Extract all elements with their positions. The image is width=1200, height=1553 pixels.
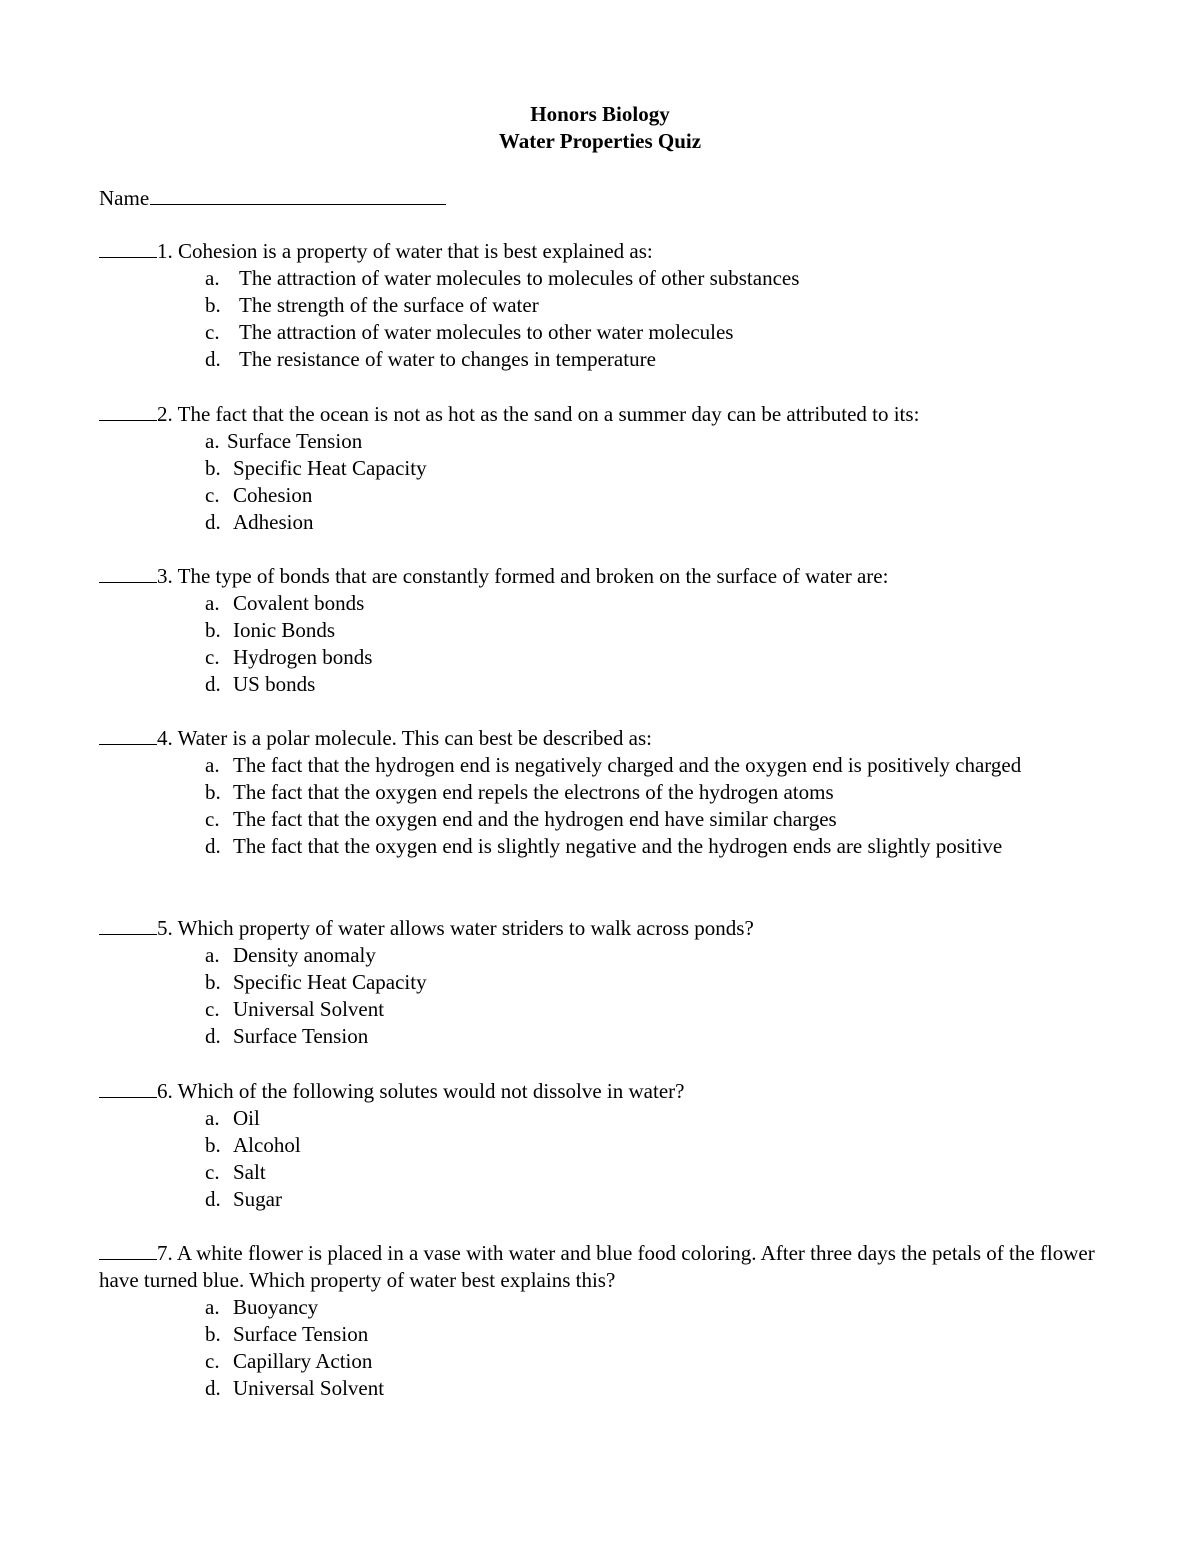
option-letter: a. (205, 943, 220, 967)
option-text: Buoyancy (233, 1295, 319, 1319)
option-list (99, 752, 1109, 860)
question-number: 4. (157, 726, 173, 750)
option-list (99, 265, 1109, 373)
option-letter: d. (205, 510, 221, 534)
option-letter: b. (205, 293, 221, 317)
option-a (99, 752, 1100, 779)
option-a (99, 1105, 1109, 1132)
option-text: Hydrogen bonds (233, 645, 373, 669)
option-letter: d. (205, 1187, 221, 1211)
option-text: The fact that the oxygen end is slightly negative and the hydrogen ends are slightly positive (233, 834, 1003, 858)
option-letter: a. (205, 266, 220, 290)
option-letter: c. (205, 807, 220, 831)
option-text: Adhesion (233, 510, 314, 534)
option-text: Capillary Action (233, 1349, 373, 1373)
option-b (99, 779, 1109, 806)
question-number: 5. (157, 916, 173, 940)
question-6 (99, 1075, 1109, 1213)
option-text: Salt (233, 1160, 266, 1184)
question-5 (99, 912, 1109, 1050)
option-letter: a. (205, 591, 220, 615)
question-text: Cohesion is a property of water that is best explained as: (172, 239, 653, 263)
option-text: The attraction of water molecules to molecules of other substances (239, 266, 800, 290)
option-text: Surface Tension (233, 1024, 369, 1048)
question-7 (99, 1237, 1109, 1402)
option-letter: c. (205, 1349, 220, 1373)
option-d (99, 509, 1109, 536)
question-number: 1. (157, 239, 173, 263)
option-c (99, 319, 1109, 346)
option-letter: d. (205, 1376, 221, 1400)
option-text: The fact that the oxygen end and the hydrogen end have similar charges (233, 807, 837, 831)
option-d (99, 833, 1109, 860)
option-letter: b. (205, 1322, 221, 1346)
question-3 (99, 560, 1109, 698)
name-blank-line[interactable] (150, 182, 446, 205)
option-letter: c. (205, 645, 220, 669)
option-letter: c. (205, 320, 220, 344)
option-a (99, 1294, 1109, 1321)
question-stem (99, 1237, 1099, 1294)
option-letter: b. (205, 780, 221, 804)
option-c (99, 806, 1109, 833)
option-text: Covalent bonds (233, 591, 365, 615)
option-text: Specific Heat Capacity (233, 970, 427, 994)
question-stem (99, 722, 1109, 752)
question-number: 3. (157, 564, 173, 588)
option-letter: d. (205, 672, 221, 696)
question-stem (99, 235, 1109, 265)
option-text: Ionic Bonds (233, 618, 336, 642)
question-stem (99, 398, 1109, 428)
option-letter: d. (205, 347, 221, 371)
name-field (99, 182, 446, 212)
answer-blank[interactable] (99, 235, 157, 258)
option-a (99, 428, 1109, 455)
option-a (99, 590, 1109, 617)
option-text: Cohesion (233, 483, 313, 507)
option-b (99, 1132, 1109, 1159)
option-d (99, 346, 1109, 373)
option-c (99, 1159, 1109, 1186)
option-text: The resistance of water to changes in temperature (239, 347, 656, 371)
option-text: Universal Solvent (233, 1376, 385, 1400)
option-text: Oil (233, 1106, 260, 1130)
question-text: A white flower is placed in a vase with water and blue food coloring. After three days the petals of the flower have turned blue. Which property of water best explains this? (99, 1241, 1095, 1292)
option-b (99, 292, 1109, 319)
question-text: The type of bonds that are constantly formed and broken on the surface of water are: (172, 564, 889, 588)
answer-blank[interactable] (99, 560, 157, 583)
option-text: Surface Tension (233, 1322, 369, 1346)
option-letter: b. (205, 1133, 221, 1157)
name-label: Name (99, 186, 150, 210)
option-text: Universal Solvent (233, 997, 385, 1021)
option-text: The strength of the surface of water (239, 293, 539, 317)
option-text: The fact that the oxygen end repels the electrons of the hydrogen atoms (233, 780, 834, 804)
answer-blank[interactable] (99, 912, 157, 935)
option-d (99, 1186, 1109, 1213)
option-text: US bonds (233, 672, 316, 696)
option-list (99, 590, 1109, 698)
option-d (99, 1375, 1109, 1402)
question-number: 7. (157, 1241, 173, 1265)
option-letter: c. (205, 483, 220, 507)
option-letter: a. (205, 1106, 220, 1130)
option-text: Specific Heat Capacity (233, 456, 427, 480)
option-letter: a. (205, 1295, 220, 1319)
option-a (99, 942, 1109, 969)
option-d (99, 671, 1109, 698)
question-text: Water is a polar molecule. This can best be described as: (172, 726, 652, 750)
option-letter: c. (205, 997, 220, 1021)
question-number: 6. (157, 1079, 173, 1103)
question-text: Which property of water allows water striders to walk across ponds? (172, 916, 754, 940)
option-text: The attraction of water molecules to other water molecules (239, 320, 734, 344)
option-letter: c. (205, 1160, 220, 1184)
option-text: Density anomaly (233, 943, 376, 967)
question-stem (99, 1075, 1109, 1105)
course-title: Honors Biology (530, 102, 670, 126)
option-list (99, 428, 1109, 536)
answer-blank[interactable] (99, 1075, 157, 1098)
question-text: Which of the following solutes would not dissolve in water? (172, 1079, 685, 1103)
option-c (99, 644, 1109, 671)
answer-blank[interactable] (99, 398, 157, 421)
option-list (99, 942, 1109, 1050)
option-b (99, 969, 1109, 996)
option-list (99, 1105, 1109, 1213)
answer-blank[interactable] (99, 722, 157, 745)
question-2 (99, 398, 1109, 536)
option-letter: a. (205, 429, 220, 453)
option-list (99, 1294, 1109, 1402)
option-text: Surface Tension (227, 429, 363, 453)
option-b (99, 1321, 1109, 1348)
option-letter: b. (205, 456, 221, 480)
option-text: Alcohol (233, 1133, 301, 1157)
question-text: The fact that the ocean is not as hot as the sand on a summer day can be attributed to its: (172, 402, 920, 426)
option-letter: b. (205, 618, 221, 642)
option-a (99, 265, 1109, 292)
option-c (99, 1348, 1109, 1375)
option-letter: d. (205, 1024, 221, 1048)
question-4 (99, 722, 1109, 860)
quiz-title: Water Properties Quiz (498, 129, 702, 153)
option-c (99, 482, 1109, 509)
question-stem (99, 560, 1109, 590)
question-1 (99, 235, 1109, 373)
option-d (99, 1023, 1109, 1050)
option-letter: b. (205, 970, 221, 994)
question-stem (99, 912, 1109, 942)
option-letter: d. (205, 834, 221, 858)
option-letter: a. (205, 753, 220, 777)
question-number: 2. (157, 402, 173, 426)
option-text: Sugar (233, 1187, 282, 1211)
option-c (99, 996, 1109, 1023)
answer-blank[interactable] (99, 1237, 157, 1260)
option-b (99, 617, 1109, 644)
option-b (99, 455, 1109, 482)
option-text: The fact that the hydrogen end is negatively charged and the oxygen end is positively charged (233, 753, 1022, 777)
